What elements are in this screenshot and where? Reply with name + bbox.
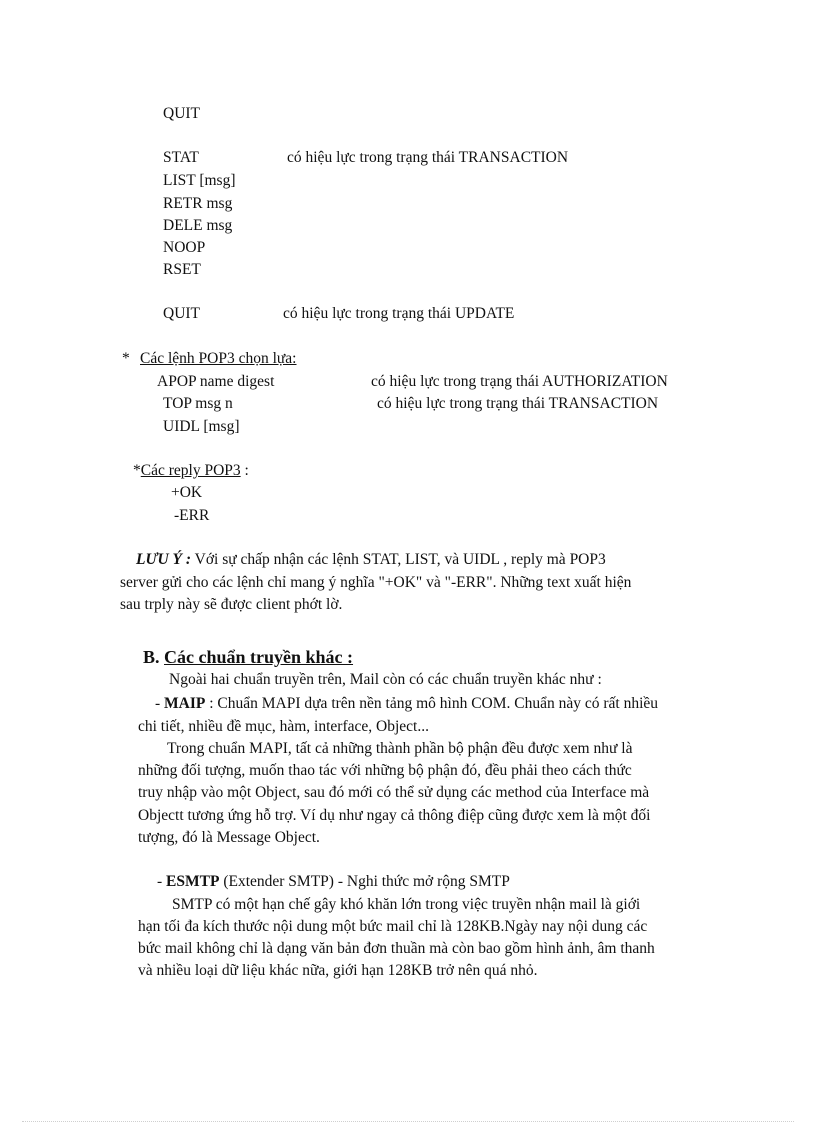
esmtp-line bbox=[157, 872, 510, 892]
esmtp-label: ESMTP bbox=[166, 873, 220, 890]
command-top: TOP msg n bbox=[163, 395, 233, 412]
maip-text: : Chuẩn MAPI dựa trên nền tảng mô hình COM. Chuẩn này có rất nhiều bbox=[205, 695, 659, 712]
esmtp-para-line-4: và nhiều loại dữ liệu khác nữa, giới hạn 128KB trở nên quá nhỏ. bbox=[138, 962, 538, 979]
command-apop: APOP name digest bbox=[157, 373, 275, 390]
command-list: LIST [msg] bbox=[163, 172, 236, 189]
section-b-title: Các chuẩn truyền khác : bbox=[164, 647, 354, 667]
command-dele: DELE msg bbox=[163, 217, 233, 234]
command-retr: RETR msg bbox=[163, 195, 233, 212]
update-state-note: có hiệu lực trong trạng thái UPDATE bbox=[283, 305, 515, 322]
esmtp-text: (Extender SMTP) - Nghi thức mở rộng SMTP bbox=[219, 873, 510, 890]
maip-line-2: chi tiết, nhiều đề mục, hàm, interface, Object... bbox=[138, 718, 429, 735]
section-b-intro: Ngoài hai chuẩn truyền trên, Mail còn có các chuẩn truyền khác như : bbox=[169, 671, 602, 688]
replies-bullet: * bbox=[133, 462, 141, 479]
apop-state-note: có hiệu lực trong trạng thái AUTHORIZATION bbox=[371, 373, 668, 390]
optional-commands-bullet: * bbox=[122, 350, 130, 367]
top-state-note: có hiệu lực trong trạng thái TRANSACTION bbox=[377, 395, 659, 412]
section-b-letter: B. bbox=[143, 647, 160, 667]
optional-commands-heading: Các lệnh POP3 chọn lựa: bbox=[140, 350, 297, 367]
command-rset: RSET bbox=[163, 261, 201, 278]
mapi-para-line-1: Trong chuẩn MAPI, tất cả những thành phần bộ phận đều được xem như là bbox=[167, 740, 633, 757]
maip-line-1 bbox=[155, 694, 658, 714]
note-text-1: Với sự chấp nhận các lệnh STAT, LIST, và UIDL , reply mà POP3 bbox=[191, 551, 606, 568]
replies-heading bbox=[133, 461, 249, 481]
reply-ok: +OK bbox=[171, 484, 203, 501]
replies-heading-colon: : bbox=[240, 462, 249, 479]
mapi-para-line-3: truy nhập vào một Object, sau đó mới có thể sử dụng các method của Interface mà bbox=[138, 784, 650, 801]
transaction-state-note: có hiệu lực trong trạng thái TRANSACTION bbox=[287, 149, 569, 166]
esmtp-dash: - bbox=[157, 873, 167, 890]
command-uidl: UIDL [msg] bbox=[163, 418, 240, 435]
command-quit-update: QUIT bbox=[163, 305, 201, 322]
command-noop: NOOP bbox=[163, 239, 206, 256]
page-bottom-divider bbox=[22, 1121, 794, 1122]
maip-label: MAIP bbox=[164, 695, 206, 712]
esmtp-para-line-2: hạn tối đa kích thước nội dung một bức mail chỉ là 128KB.Ngày nay nội dung các bbox=[138, 918, 648, 935]
maip-dash: - bbox=[155, 695, 165, 712]
command-stat: STAT bbox=[163, 149, 199, 166]
note-label: LƯU Ý : bbox=[136, 551, 192, 568]
replies-heading-text: Các reply POP3 bbox=[140, 462, 241, 479]
note-line-2: server gửi cho các lệnh chỉ mang ý nghĩa "+OK" và "-ERR". Những text xuất hiện bbox=[120, 574, 632, 591]
section-b-heading bbox=[143, 646, 353, 668]
note-line-3: sau trply này sẽ được client phớt lờ. bbox=[120, 596, 343, 613]
esmtp-para-line-1: SMTP có một hạn chế gây khó khăn lớn trong việc truyền nhận mail là giới bbox=[172, 896, 641, 913]
reply-err: -ERR bbox=[174, 507, 210, 524]
mapi-para-line-2: những đối tượng, muốn thao tác với những bộ phận đó, đều phải theo cách thức bbox=[138, 762, 632, 779]
esmtp-para-line-3: bức mail không chỉ là dạng văn bản đơn thuần mà còn bao gồm hình ảnh, âm thanh bbox=[138, 940, 655, 957]
mapi-para-line-5: tượng, đó là Message Object. bbox=[138, 829, 320, 846]
command-quit-authorization: QUIT bbox=[163, 105, 201, 122]
mapi-para-line-4: Objectt tương ứng hỗ trợ. Ví dụ như ngay cả thông điệp cũng được xem là một đối bbox=[138, 807, 651, 824]
note-line-1 bbox=[136, 550, 606, 570]
